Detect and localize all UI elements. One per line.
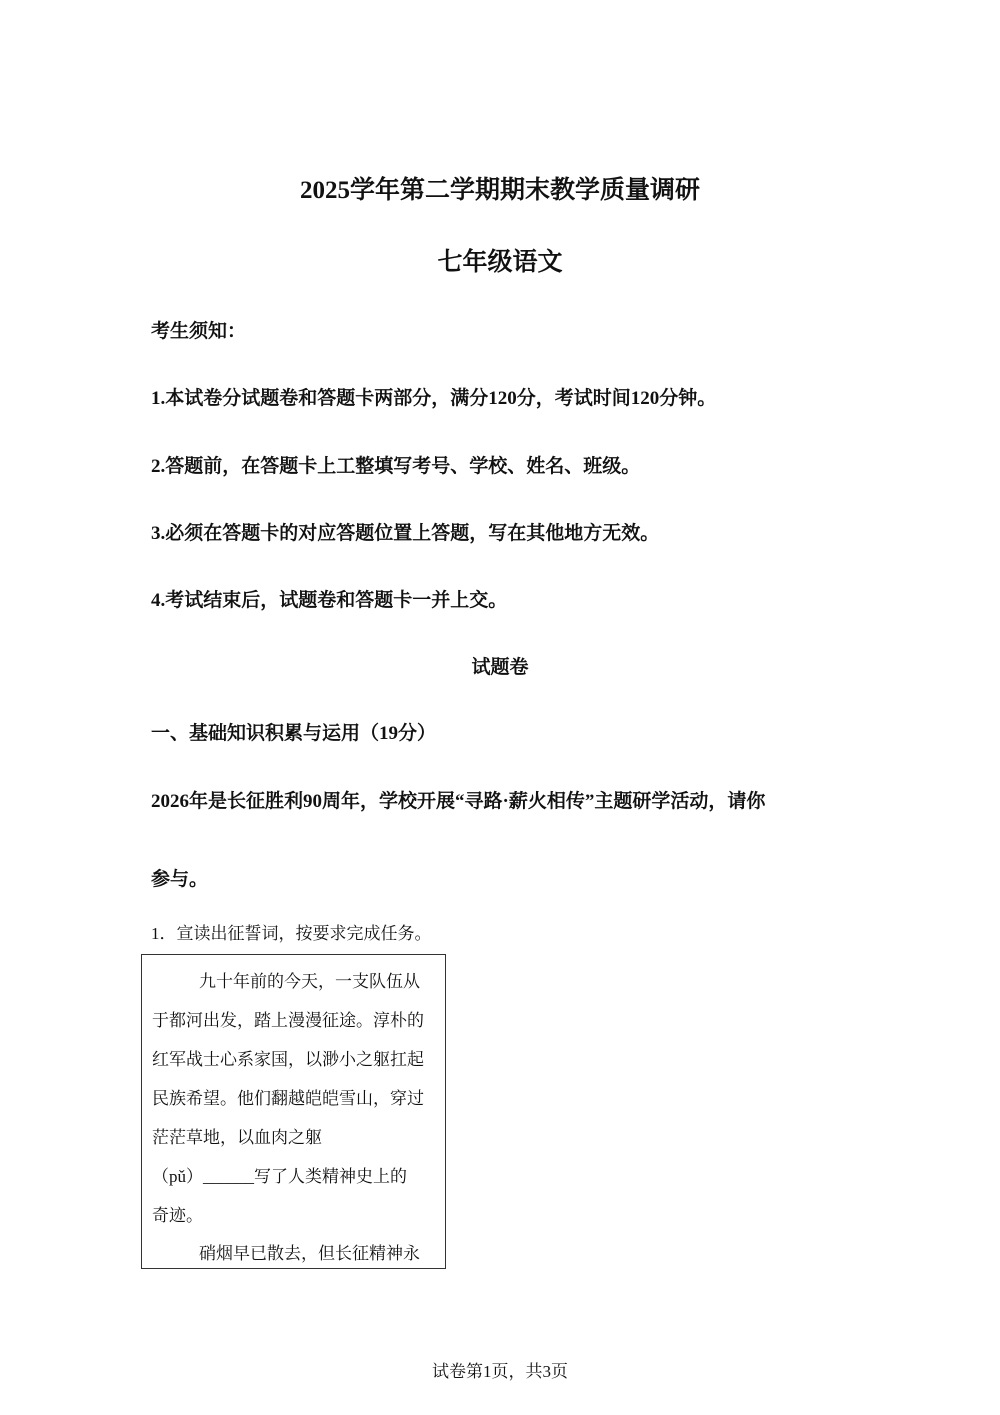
- passage-line: 九十年前的今天，一支队伍从: [199, 972, 420, 991]
- notice-item-4: 4.考试结束后，试题卷和答题卡一并上交。: [151, 590, 508, 611]
- passage-line: 民族希望。他们翻越皑皑雪山，穿过: [152, 1089, 424, 1108]
- subject-title: 七年级语文: [437, 249, 563, 276]
- passage-line: 茫茫草地，以血肉之躯: [152, 1128, 322, 1147]
- passage-box: [141, 954, 446, 1269]
- section-intro-line-1: 2026年是长征胜利90周年，学校开展“寻路·薪火相传”主题研学活动，请你: [151, 791, 766, 812]
- notice-item-1: 1.本试卷分试题卷和答题卡两部分，满分120分，考试时间120分钟。: [151, 388, 717, 409]
- page-footer: 试卷第1页，共3页: [432, 1362, 568, 1381]
- passage-line: 硝烟早已散去，但长征精神永: [199, 1244, 420, 1263]
- passage-line: 于都河出发，踏上漫漫征途。淳朴的: [152, 1011, 424, 1030]
- notice-heading: 考生须知：: [151, 321, 247, 342]
- passage-line: （pǔ）______写了人类精神史上的: [152, 1167, 407, 1186]
- question-1: 1．宣读出征誓词，按要求完成任务。: [151, 924, 432, 943]
- section-intro-line-2: 参与。: [151, 869, 209, 890]
- section-heading: 一、基础知识积累与运用（19分）: [151, 723, 437, 744]
- notice-item-2: 2.答题前，在答题卡上工整填写考号、学校、姓名、班级。: [151, 456, 641, 477]
- notice-item-3: 3.必须在答题卡的对应答题位置上答题，写在其他地方无效。: [151, 523, 660, 544]
- exam-title: 2025学年第二学期期末教学质量调研: [299, 177, 700, 204]
- passage-line: 红军战士心系家国，以渺小之躯扛起: [152, 1050, 424, 1069]
- paper-label: 试题卷: [471, 657, 529, 678]
- passage-line: 奇迹。: [152, 1206, 203, 1225]
